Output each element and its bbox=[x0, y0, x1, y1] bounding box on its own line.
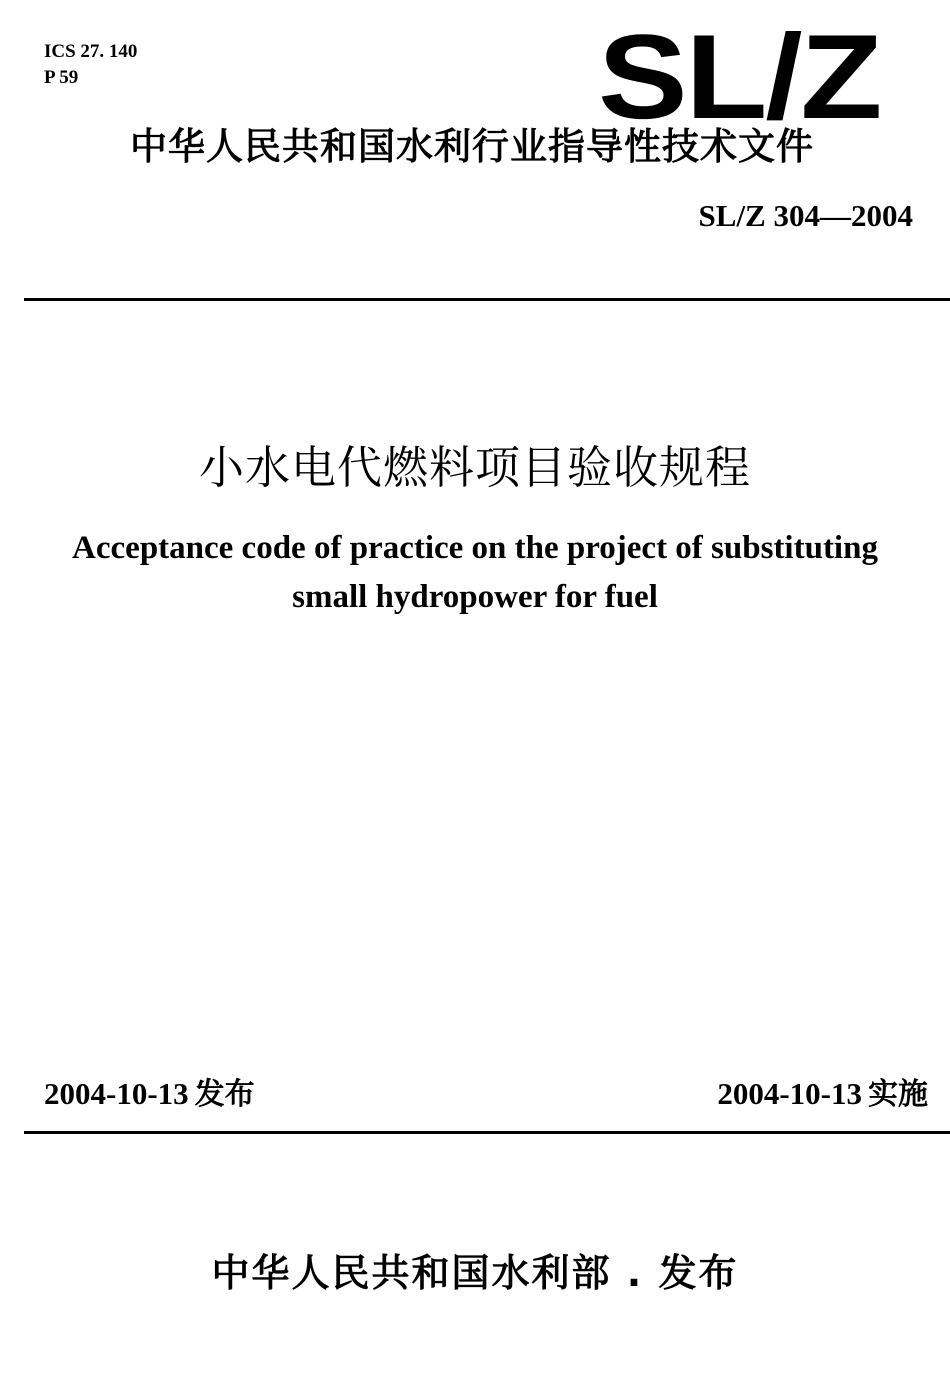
issue-label: 发布 bbox=[194, 1077, 255, 1112]
ics-code: ICS 27. 140 bbox=[44, 41, 138, 62]
ccs-code: P 59 bbox=[44, 67, 79, 88]
standard-logo: SL/Z bbox=[598, 10, 881, 144]
issue-date: 2004-10-13 bbox=[44, 1076, 189, 1111]
document-series: 中华人民共和国水利行业指导性技术文件 bbox=[130, 125, 814, 168]
english-title-line-1: Acceptance code of practice on the project of substituting bbox=[72, 530, 878, 566]
english-title-line-2: small hydropower for fuel bbox=[292, 579, 658, 615]
chinese-title: 小水电代燃料项目验收规程 bbox=[198, 441, 751, 494]
issuing-authority: 中华人民共和国水利部 . 发布 bbox=[211, 1251, 739, 1295]
top-divider bbox=[24, 298, 950, 301]
effective-date-block bbox=[717, 1072, 928, 1117]
issue-date-block bbox=[44, 1072, 255, 1117]
standard-number: SL/Z 304—2004 bbox=[698, 198, 913, 233]
effective-date: 2004-10-13 bbox=[717, 1076, 862, 1111]
effective-label: 实施 bbox=[868, 1077, 928, 1112]
bottom-divider bbox=[24, 1131, 950, 1134]
